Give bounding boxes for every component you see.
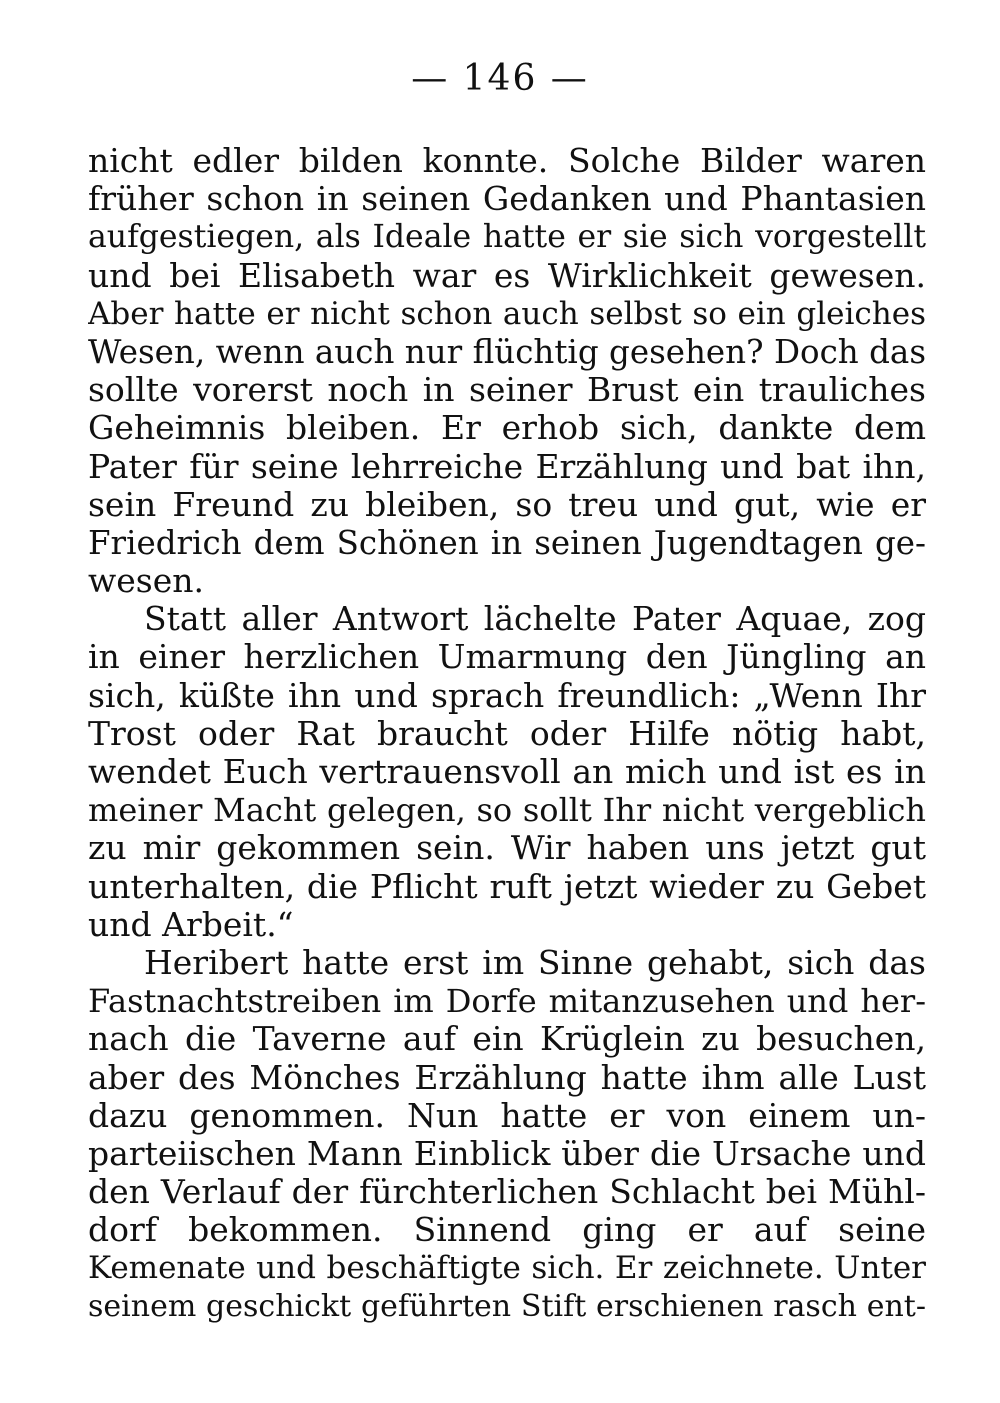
text-line: früher schon in seinen Gedanken und Phantasien — [88, 180, 926, 219]
text-line: parteiischen Mann Einblick über die Ursache und — [88, 1134, 926, 1173]
page-number: — 146 — — [411, 58, 589, 99]
text-line: Heribert hatte erst im Sinne gehabt, sich das — [144, 943, 926, 982]
text-line: den Verlauf der fürchterlichen Schlacht bei Mühl- — [88, 1173, 926, 1212]
text-line: unterhalten, die Pflicht ruft jetzt wieder zu Gebet — [88, 867, 926, 906]
text-line: sich, küßte ihn und sprach freundlich: „Wenn Ihr — [88, 676, 926, 715]
text-line: Statt aller Antwort lächelte Pater Aquae, zog — [144, 600, 926, 639]
text-line: Kemenate und beschäftigte sich. Er zeichnete. Unter — [88, 1250, 926, 1287]
text-line: Pater für seine lehrreiche Erzählung und bat ihn, — [88, 447, 926, 486]
text-line: in einer herzlichen Umarmung den Jüngling an — [88, 638, 926, 677]
text-line: wendet Euch vertrauensvoll an mich und ist es in — [88, 753, 926, 791]
text-line: und bei Elisabeth war es Wirklichkeit gewesen. — [88, 256, 926, 295]
text-line: sollte vorerst noch in seiner Brust ein trauliches — [88, 371, 926, 410]
text-line: nach die Taverne auf ein Krüglein zu besuchen, — [88, 1020, 926, 1059]
body-text — [88, 142, 926, 1326]
text-line: Friedrich dem Schönen in seinen Jugendtagen ge- — [88, 523, 926, 562]
text-line: aufgestiegen, als Ideale hatte er sie sich vorgestellt — [88, 219, 926, 256]
text-line: Trost oder Rat braucht oder Hilfe nötig habt, — [88, 714, 926, 753]
text-line: wesen. — [88, 562, 204, 601]
text-line: nicht edler bilden konnte. Solche Bilder waren — [88, 142, 926, 180]
text-line: aber des Mönches Erzählung hatte ihm alle Lust — [88, 1058, 926, 1097]
text-line: dorf bekommen. Sinnend ging er auf seine — [88, 1211, 926, 1250]
text-line: seinem geschickt geführten Stift erschienen rasch ent- — [88, 1288, 926, 1324]
text-line: zu mir gekommen sein. Wir haben uns jetzt gut — [88, 829, 926, 868]
text-line: Aber hatte er nicht schon auch selbst so ein gleiches — [88, 295, 926, 332]
text-line: Geheimnis bleiben. Er erhob sich, dankte dem — [88, 409, 926, 448]
text-line: dazu genommen. Nun hatte er von einem un- — [88, 1096, 926, 1135]
text-line: und Arbeit.“ — [88, 905, 294, 944]
text-line: meiner Macht gelegen, so sollt Ihr nicht vergeblich — [88, 791, 926, 830]
text-line: sein Freund zu bleiben, so treu und gut, wie er — [88, 485, 926, 524]
text-line: Fastnachtstreiben im Dorfe mitanzusehen und her- — [88, 982, 926, 1021]
text-line: Wesen, wenn auch nur flüchtig gesehen? Doch das — [88, 332, 926, 371]
